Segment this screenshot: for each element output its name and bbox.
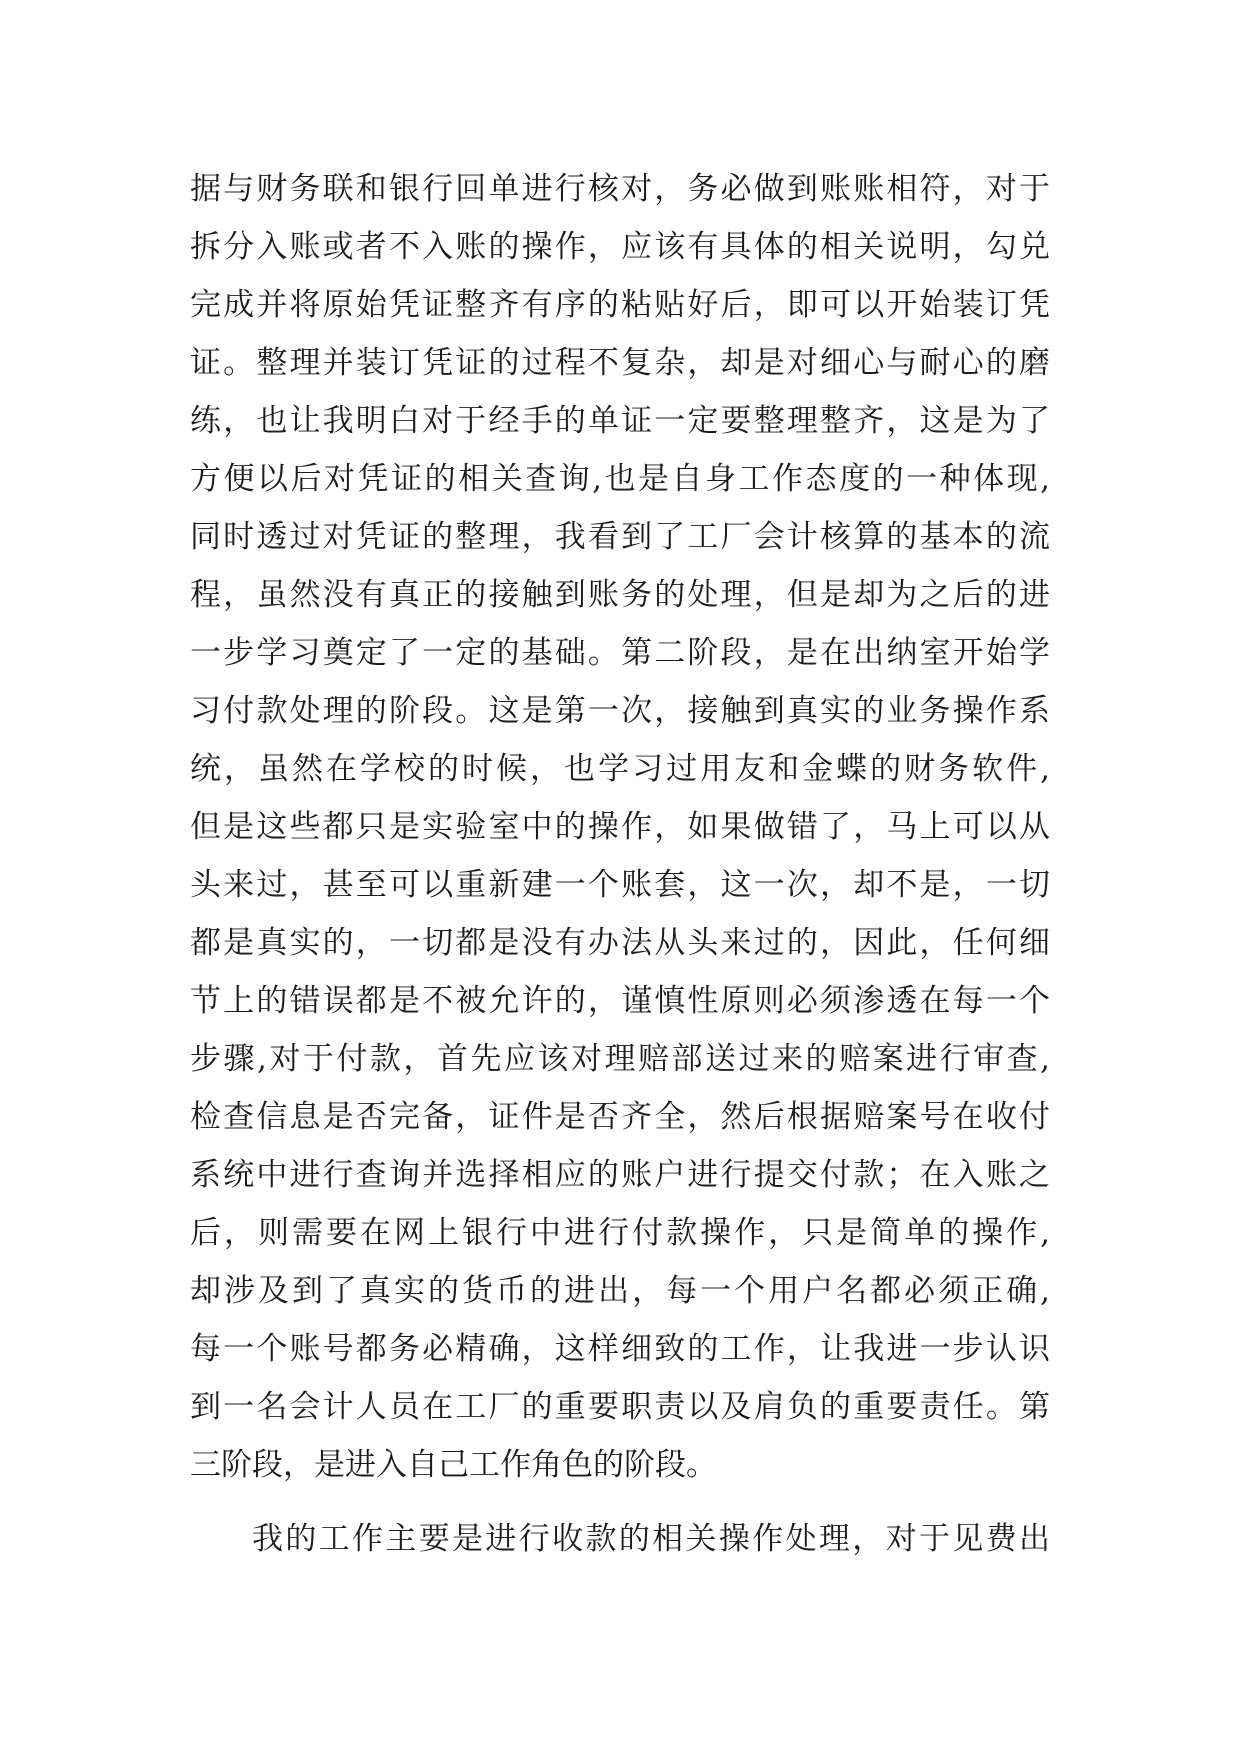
text-line: 系统中进行查询并选择相应的账户进行提交付款；在入账之	[190, 1157, 1050, 1193]
text-line: 每一个账号都务必精确，这样细致的工作，让我进一步认识	[190, 1331, 1050, 1367]
text-line: 但是这些都只是实验室中的操作，如果做错了，马上可以从	[190, 809, 1050, 845]
text-line: 都是真实的，一切都是没有办法从头来过的，因此，任何细	[190, 925, 1050, 961]
text-line: 统，虽然在学校的时候，也学习过用友和金蝶的财务软件,	[190, 751, 1050, 787]
text-line: 三阶段，是进入自己工作角色的阶段。	[190, 1447, 717, 1483]
text-line: 检查信息是否完备，证件是否齐全，然后根据赔案号在收付	[190, 1099, 1050, 1135]
body-paragraph-1	[190, 160, 1050, 1494]
text-line: 一步学习奠定了一定的基础。第二阶段，是在出纳室开始学	[190, 635, 1050, 671]
text-line: 方便以后对凭证的相关查询,也是自身工作态度的一种体现,	[190, 461, 1050, 497]
text-line: 我的工作主要是进行收款的相关操作处理，对于见费出	[252, 1521, 1050, 1557]
text-line: 后，则需要在网上银行中进行付款操作，只是简单的操作,	[190, 1215, 1050, 1251]
text-line: 习付款处理的阶段。这是第一次，接触到真实的业务操作系	[190, 693, 1050, 729]
text-line: 拆分入账或者不入账的操作，应该有具体的相关说明，勾兑	[190, 229, 1050, 265]
text-line: 头来过，甚至可以重新建一个账套，这一次，却不是，一切	[190, 867, 1050, 903]
text-line: 步骤,对于付款，首先应该对理赔部送过来的赔案进行审查,	[190, 1041, 1050, 1077]
text-line: 据与财务联和银行回单进行核对，务必做到账账相符，对于	[190, 171, 1050, 207]
text-line: 到一名会计人员在工厂的重要职责以及肩负的重要责任。第	[190, 1389, 1050, 1425]
text-line: 却涉及到了真实的货币的进出，每一个用户名都必须正确,	[190, 1273, 1050, 1309]
text-line: 证。整理并装订凭证的过程不复杂，却是对细心与耐心的磨	[190, 345, 1050, 381]
text-line: 完成并将原始凭证整齐有序的粘贴好后，即可以开始装订凭	[190, 287, 1050, 323]
text-line: 练，也让我明白对于经手的单证一定要整理整齐，这是为了	[190, 403, 1050, 439]
text-line: 程，虽然没有真正的接触到账务的处理，但是却为之后的进	[190, 577, 1050, 613]
text-line: 节上的错误都是不被允许的，谨慎性原则必须渗透在每一个	[190, 983, 1050, 1019]
text-line: 同时透过对凭证的整理，我看到了工厂会计核算的基本的流	[190, 519, 1050, 555]
body-paragraph-2	[190, 1510, 1050, 1568]
